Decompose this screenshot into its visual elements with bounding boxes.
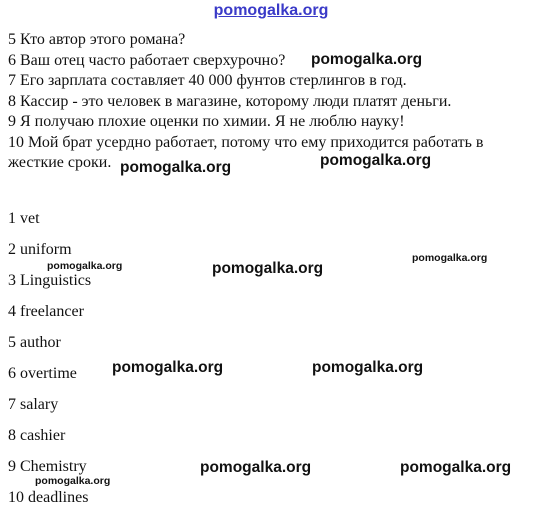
sentence-8: 8 Кассир - это человек в магазине, которому люди платят деньги. (8, 92, 452, 110)
watermark: pomogalka.org (120, 159, 232, 176)
answer-8: 8 cashier (8, 427, 66, 444)
watermark: pomogalka.org (200, 459, 312, 476)
answer-2: 2 uniform (8, 241, 72, 258)
watermark: pomogalka.org (312, 359, 424, 376)
watermark: pomogalka.org (400, 459, 512, 476)
answer-1: 1 vet (8, 210, 40, 227)
answer-6: 6 overtime (8, 365, 77, 382)
watermark: pomogalka.org (212, 260, 324, 277)
answer-5: 5 author (8, 334, 61, 351)
watermark: pomogalka.org (412, 252, 488, 264)
header-watermark: pomogalka.org (213, 2, 329, 19)
answer-4: 4 freelancer (8, 303, 84, 320)
sentence-5: 5 Кто автор этого романа? (8, 31, 186, 48)
sentence-10: 10 Мой брат усердно работает, потому что ему приходится работать в жесткие сроки. (8, 133, 484, 171)
sentence-9: 9 Я получаю плохие оценки по химии. Я не люблю науку! (8, 113, 405, 130)
watermark: pomogalka.org (35, 475, 111, 487)
sentence-7: 7 Его зарплата составляет 40 000 фунтов стерлингов в год. (8, 72, 407, 89)
sentence-list (8, 30, 536, 174)
answer-10: 10 deadlines (8, 489, 89, 506)
watermark: pomogalka.org (320, 152, 432, 169)
answer-7: 7 salary (8, 396, 59, 413)
answer-3: 3 Linguistics (8, 272, 92, 289)
watermark: pomogalka.org (112, 359, 224, 376)
answer-9: 9 Chemistry (8, 458, 87, 475)
watermark: pomogalka.org (311, 51, 423, 68)
sentence-6: 6 Ваш отец часто работает сверхурочно? (8, 51, 286, 69)
watermark: pomogalka.org (47, 260, 123, 272)
